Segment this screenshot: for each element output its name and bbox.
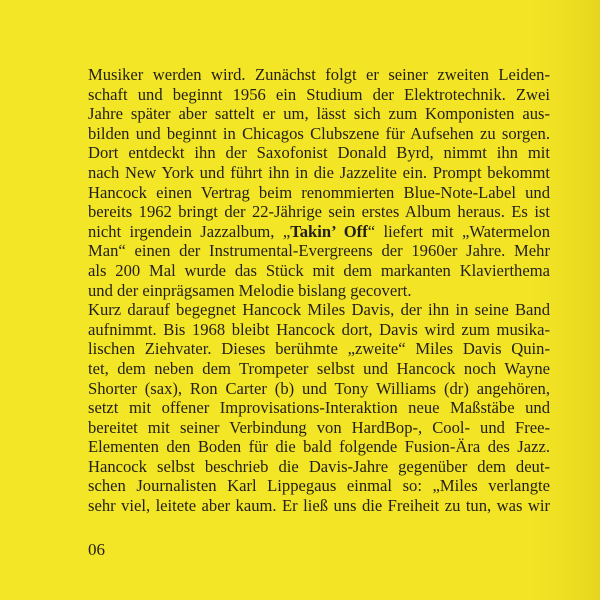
text-line: bereits 1962 bringt der 22-Jährige sein erstes Album heraus. Es ist — [88, 202, 550, 222]
text-line: Kurz darauf begegnet Hancock Miles Davis, der ihn in seine Band — [88, 300, 550, 320]
text-line: setzt mit offener Improvisations-Interaktion neue Maßstäbe und — [88, 398, 550, 418]
body-text — [88, 65, 550, 516]
text-line: Elementen den Boden für die bald folgende Fusion-Ära des Jazz. — [88, 437, 550, 457]
text-line: schaft und beginnt 1956 ein Studium der Elektrotechnik. Zwei — [88, 84, 550, 104]
text-line: Shorter (sax), Ron Carter (b) und Tony Williams (dr) angehören, — [88, 378, 550, 398]
page-number: 06 — [88, 540, 105, 559]
paragraph-end-line: und der einprägsamen Melodie bislang gecovert. — [88, 280, 412, 300]
text-line: Musiker werden wird. Zunächst folgt er seiner zweiten Leiden- — [88, 65, 550, 84]
text-segment: nicht irgendein Jazzalbum, „ — [88, 221, 291, 241]
text-line: als 200 Mal wurde das Stück mit dem markanten Klavierthema — [88, 260, 550, 280]
text-line: Dort entdeckt ihn der Saxofonist Donald Byrd, nimmt ihn mit — [88, 143, 550, 163]
text-line: Jahre später aber sattelt er um, lässt sich zum Komponisten aus- — [88, 104, 550, 124]
text-line: sehr viel, leitete aber kaum. Er ließ uns die Freiheit zu tun, was wir — [88, 496, 550, 516]
text-line — [88, 222, 550, 242]
text-line: nach New York und führt ihn in die Jazzelite ein. Prompt bekommt — [88, 162, 550, 182]
text-segment: “ liefert mit „Watermelon — [367, 221, 550, 241]
text-line: schen Journalisten Karl Lippegaus einmal so: „Miles verlangte — [88, 476, 550, 496]
text-line: aufnimmt. Bis 1968 bleibt Hancock dort, Davis wird zum musika- — [88, 319, 550, 339]
text-line: tet, dem neben dem Trompeter selbst und Hancock noch Wayne — [88, 358, 550, 378]
text-line: lischen Ziehvater. Dieses berühmte „zweite“ Miles Davis Quin- — [88, 339, 550, 359]
text-line: Hancock einen Vertrag beim renommierten Blue-Note-Label und — [88, 182, 550, 202]
text-line: bereitet mit seiner Verbindung von HardBop-, Cool- und Free- — [88, 417, 550, 437]
text-line: Hancock selbst beschrieb die Davis-Jahre gegenüber dem deut- — [88, 456, 550, 476]
text-line: bilden und beginnt in Chicagos Clubszene für Aufsehen zu sorgen. — [88, 123, 550, 143]
album-title-takin-off: Takin’ Off — [290, 221, 368, 241]
text-line: Man“ einen der Instrumental-Evergreens der 1960er Jahre. Mehr — [88, 241, 550, 261]
